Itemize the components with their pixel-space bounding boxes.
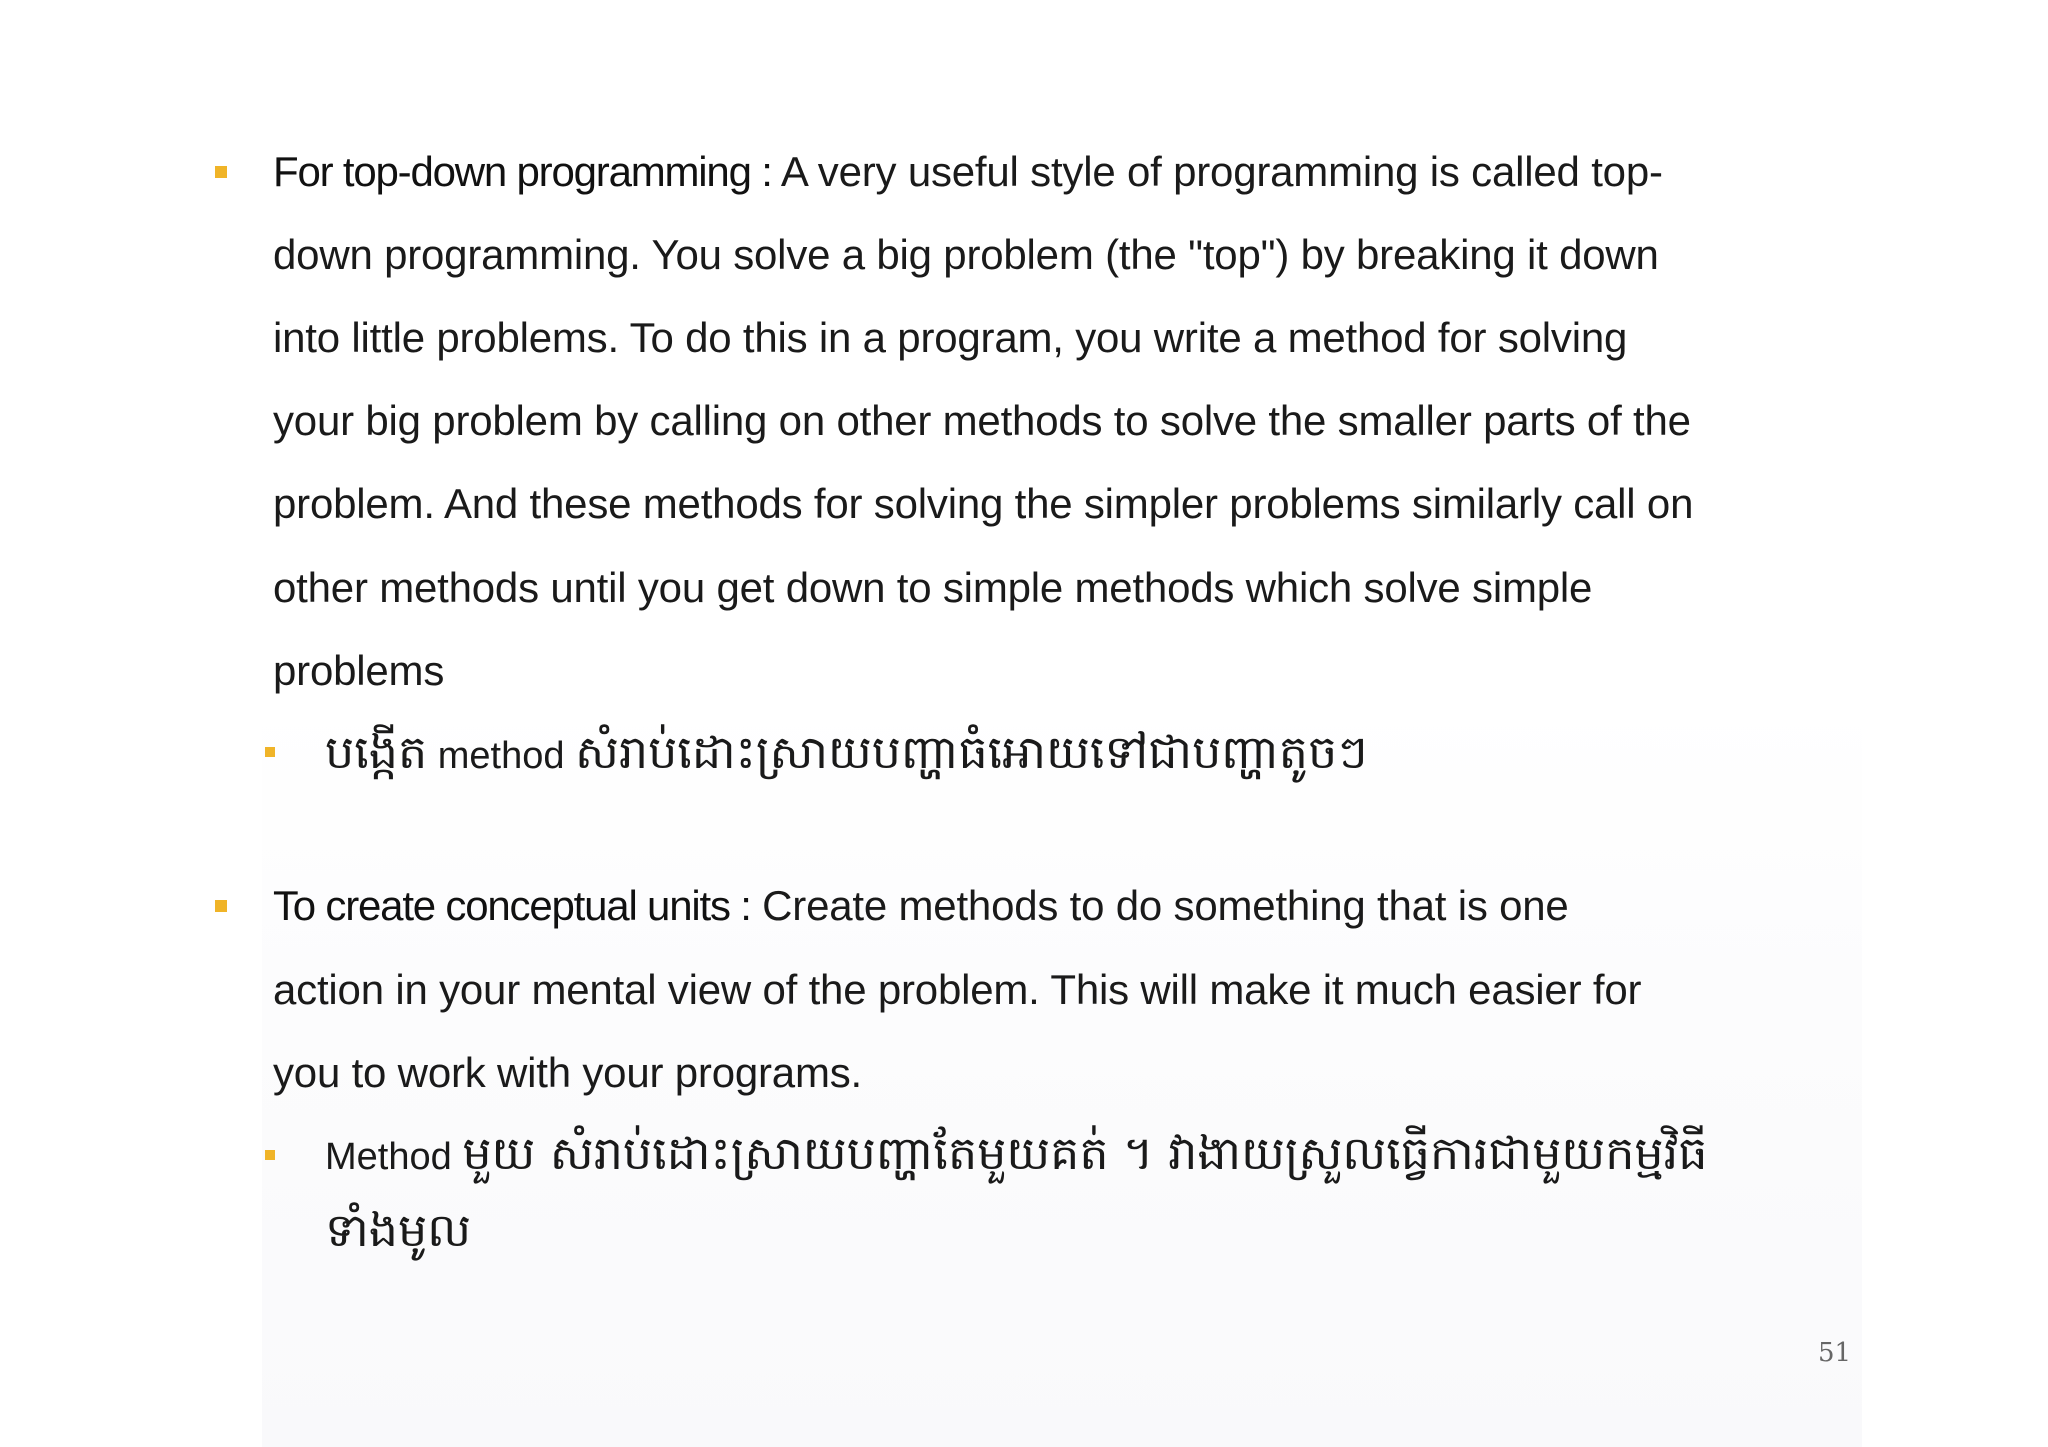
section-1-line-7: problems [273, 647, 445, 694]
section-1-line-3: into little problems. To do this in a program, you write a method for solving [273, 314, 1628, 361]
khmer-text: មួយ សំរាប់ដោះស្រាយបញ្ហាតែមួយគត់ ។ វាងាយស្រួលធ្វើការជាមួយកម្មវិធី [462, 1126, 1708, 1180]
section-2-text: Create methods to do something that is one [750, 882, 1569, 929]
khmer-text: ទាំងមូល [325, 1203, 471, 1257]
section-2-khmer-note-line-1 [325, 1125, 1707, 1185]
section-1-line-2: down programming. You solve a big problem (the "top") by breaking it down [273, 231, 1659, 278]
khmer-text: បង្កើត [325, 725, 428, 779]
section-2-khmer-note-line-2 [325, 1202, 471, 1261]
section-2-heading: To create conceptual units : [273, 882, 751, 929]
sub-english-text: Method [325, 1136, 463, 1178]
sub-bullet-icon [265, 1150, 275, 1160]
section-1-line-4: your big problem by calling on other methods to solve the smaller parts of the [273, 397, 1691, 444]
section-1-line-1 [273, 148, 1663, 196]
section-1-line-5: problem. And these methods for solving the simpler problems similarly call on [273, 480, 1694, 527]
section-2-line-2: action in your mental view of the problem. This will make it much easier for [273, 966, 1642, 1013]
section-2-line-1 [273, 882, 1569, 930]
bullet-icon [215, 900, 227, 912]
section-1-heading: For top-down programming : [273, 148, 772, 195]
section-1-text: A very useful style of programming is called top- [771, 148, 1663, 195]
khmer-text: សំរាប់ដោះស្រាយបញ្ហាធំអោយទៅជាបញ្ហាតូចៗ [575, 725, 1368, 779]
sub-bullet-icon [265, 747, 275, 757]
section-1-khmer-note [325, 724, 1368, 784]
bullet-icon [215, 166, 227, 178]
section-2-line-3: you to work with your programs. [273, 1049, 863, 1096]
page-number: 51 [1818, 1338, 1852, 1368]
sub-english-text: method [427, 735, 576, 777]
section-1-line-6: other methods until you get down to simple methods which solve simple [273, 564, 1593, 611]
